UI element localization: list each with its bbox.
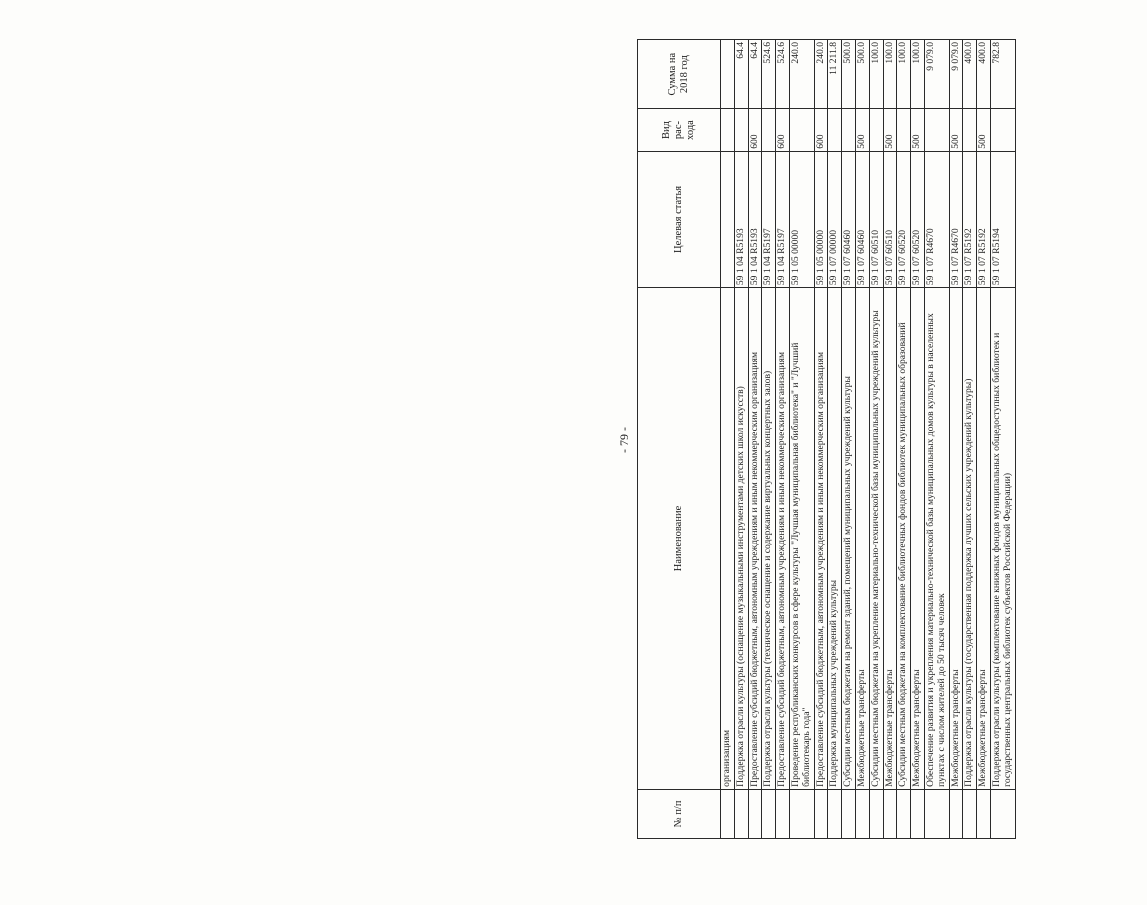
table-row (789, 40, 814, 839)
cell-vid: 500 (883, 109, 897, 151)
cell-num (897, 789, 911, 838)
table-row (734, 40, 748, 839)
cell-name: Межбюджетные трансферты (911, 288, 925, 790)
table-row (911, 40, 925, 839)
cell-num (828, 789, 842, 838)
cell-amt: 240.0 (789, 40, 814, 109)
cell-code: 59 1 07 R4670 (949, 151, 963, 287)
cell-num (949, 789, 963, 838)
cell-amt: 400.0 (963, 40, 977, 109)
cell-name: Межбюджетные трансферты (883, 288, 897, 790)
cell-amt: 524.6 (776, 40, 790, 109)
cell-amt: 400.0 (977, 40, 991, 109)
cell-vid: 500 (855, 109, 869, 151)
cell-amt: 100.0 (897, 40, 911, 109)
table-row (762, 40, 776, 839)
cell-amt: 100.0 (869, 40, 883, 109)
table-row (963, 40, 977, 839)
cell-vid (963, 109, 977, 151)
header-vid: Вид рас- хода (638, 109, 721, 151)
cell-name: Межбюджетные трансферты (855, 288, 869, 790)
cell-name: Обеспечение развития и укрепления материально-технической базы муниципальных домов культуры в населенных пунктах с числом жителей до 50 тысяч человек (924, 288, 949, 790)
cell-vid (842, 109, 856, 151)
cell-vid (924, 109, 949, 151)
header-row (638, 40, 721, 839)
cell-code (721, 151, 735, 287)
header-target: Целевая статья (638, 151, 721, 287)
cell-name: Поддержка муниципальных учреждений культуры (828, 288, 842, 790)
cell-amt: 64.4 (748, 40, 762, 109)
cell-name: Предоставление субсидий бюджетным, автономным учреждениям и иным некоммерческим организациям (814, 288, 828, 790)
cell-code: 59 1 07 00000 (828, 151, 842, 287)
cell-num (734, 789, 748, 838)
cell-name: Субсидии местным бюджетам на укрепление материально-технической базы муниципальных учреждений культуры (869, 288, 883, 790)
table-row (897, 40, 911, 839)
cell-num (814, 789, 828, 838)
table-row (990, 40, 1015, 839)
cell-num (776, 789, 790, 838)
header-sum: Сумма на 2018 год (638, 40, 721, 109)
cell-amt: 100.0 (911, 40, 925, 109)
cell-vid (721, 109, 735, 151)
cell-num (911, 789, 925, 838)
table-row (855, 40, 869, 839)
table-body (721, 40, 1016, 839)
cell-code: 59 1 07 R5192 (963, 151, 977, 287)
cell-amt: 9 079.0 (924, 40, 949, 109)
table-row (748, 40, 762, 839)
cell-code: 59 1 07 60460 (855, 151, 869, 287)
table-row (814, 40, 828, 839)
cell-vid (789, 109, 814, 151)
cell-code: 59 1 07 R5192 (977, 151, 991, 287)
cell-amt: 11 211.8 (828, 40, 842, 109)
cell-num (748, 789, 762, 838)
cell-vid (869, 109, 883, 151)
cell-num (963, 789, 977, 838)
cell-name: Межбюджетные трансферты (977, 288, 991, 790)
cell-code: 59 1 04 R5193 (748, 151, 762, 287)
cell-amt: 500.0 (842, 40, 856, 109)
cell-vid: 600 (748, 109, 762, 151)
cell-num (990, 789, 1015, 838)
table-row (949, 40, 963, 839)
cell-num (762, 789, 776, 838)
header-name: Наименование (638, 288, 721, 790)
cell-vid (897, 109, 911, 151)
cell-num (924, 789, 949, 838)
table-row (842, 40, 856, 839)
cell-code: 59 1 07 60510 (883, 151, 897, 287)
cell-amt: 100.0 (883, 40, 897, 109)
cell-vid (990, 109, 1015, 151)
table-row (776, 40, 790, 839)
cell-code: 59 1 04 R5197 (762, 151, 776, 287)
table-row (883, 40, 897, 839)
cell-amt: 782.8 (990, 40, 1015, 109)
cell-code: 59 1 04 R5197 (776, 151, 790, 287)
cell-name: Поддержка отрасли культуры (техническое оснащение и содержание виртуальных концертных залов) (762, 288, 776, 790)
cell-name: Субсидии местным бюджетам на ремонт зданий, помещений муниципальных учреждений культуры (842, 288, 856, 790)
cell-code: 59 1 05 00000 (814, 151, 828, 287)
cell-code: 59 1 07 60520 (897, 151, 911, 287)
cell-name: Проведение республиканских конкурсов в сфере культуры "Лучшая муниципальная библиотека" и "Лучший библиотекарь года" (789, 288, 814, 790)
cell-name: организациям (721, 288, 735, 790)
cell-num (842, 789, 856, 838)
cell-vid: 600 (814, 109, 828, 151)
budget-table (637, 39, 1016, 839)
cell-code: 59 1 07 60510 (869, 151, 883, 287)
table-row (869, 40, 883, 839)
cell-name: Предоставление субсидий бюджетным, автономным учреждениям и иным некоммерческим организациям (748, 288, 762, 790)
cell-num (869, 789, 883, 838)
cell-code: 59 1 04 R5193 (734, 151, 748, 287)
cell-amt: 500.0 (855, 40, 869, 109)
header-num: № п/п (638, 789, 721, 838)
cell-num (721, 789, 735, 838)
cell-vid (734, 109, 748, 151)
cell-name: Предоставление субсидий бюджетным, автономным учреждениям и иным некоммерческим организациям (776, 288, 790, 790)
rotated-page (617, 35, 1147, 845)
cell-vid: 500 (911, 109, 925, 151)
cell-num (855, 789, 869, 838)
cell-code: 59 1 07 60460 (842, 151, 856, 287)
cell-amt (721, 40, 735, 109)
cell-vid: 500 (949, 109, 963, 151)
page-number: - 79 - (617, 427, 631, 453)
cell-code: 59 1 07 R4670 (924, 151, 949, 287)
cell-vid: 600 (776, 109, 790, 151)
cell-amt: 64.4 (734, 40, 748, 109)
cell-num (789, 789, 814, 838)
table-row (721, 40, 735, 839)
cell-code: 59 1 07 R5194 (990, 151, 1015, 287)
cell-code: 59 1 05 00000 (789, 151, 814, 287)
table-row (924, 40, 949, 839)
table-row (977, 40, 991, 839)
cell-amt: 240.0 (814, 40, 828, 109)
cell-code: 59 1 07 60520 (911, 151, 925, 287)
cell-vid: 500 (977, 109, 991, 151)
table-row (828, 40, 842, 839)
cell-num (883, 789, 897, 838)
cell-amt: 9 079.0 (949, 40, 963, 109)
cell-vid (828, 109, 842, 151)
cell-amt: 524.6 (762, 40, 776, 109)
cell-name: Межбюджетные трансферты (949, 288, 963, 790)
cell-name: Поддержка отрасли культуры (оснащение музыкальными инструментами детских школ искусств) (734, 288, 748, 790)
cell-name: Субсидии местным бюджетам на комплектование библиотечных фондов библиотек муниципальных образований (897, 288, 911, 790)
cell-num (977, 789, 991, 838)
cell-name: Поддержка отрасли культуры (комплектование книжных фондов муниципальных общедоступных библиотек и государственных центральных библиотек субъектов Российской Федерации) (990, 288, 1015, 790)
cell-vid (762, 109, 776, 151)
cell-name: Поддержка отрасли культуры (государственная поддержка лучших сельских учреждений культуры) (963, 288, 977, 790)
